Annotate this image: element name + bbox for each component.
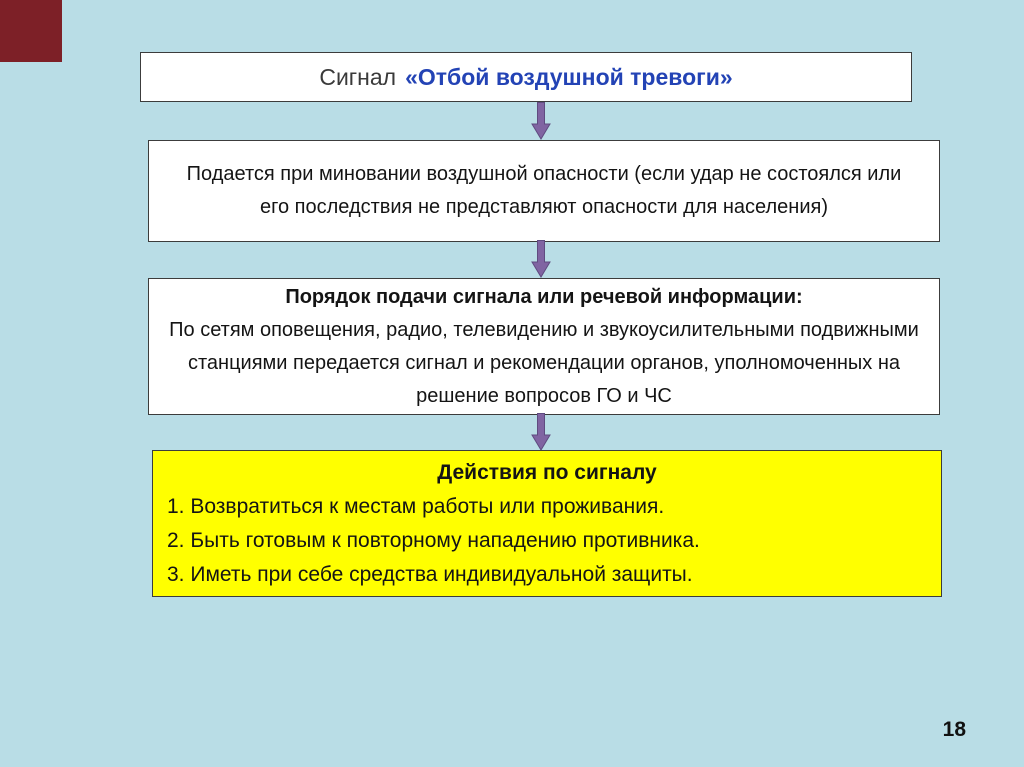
down-arrow-icon <box>531 413 551 451</box>
signal-description-text: Подается при миновании воздушной опасности (если удар не состоялся или его последствия не представляют опасности для населения) <box>186 163 902 218</box>
procedure-heading: Порядок подачи сигнала или речевой информации: <box>285 285 803 308</box>
down-arrow-icon <box>531 240 551 278</box>
signal-title-highlight: «Отбой воздушной тревоги» <box>405 63 733 90</box>
down-arrow-shape <box>532 414 550 451</box>
signal-title-prefix: Сигнал <box>319 63 397 90</box>
down-arrow-icon <box>531 102 551 140</box>
action-item-1: 1. Возвратиться к местам работы или проживания. <box>167 495 665 518</box>
page-number: 18 <box>942 718 966 741</box>
procedure-body: По сетям оповещения, радио, телевидению и звукоусилительными подвижными станциями передается сигнал и рекомендации органов, уполномоченных на решение вопросов ГО и ЧС <box>169 318 919 407</box>
signal-procedure-box <box>148 278 940 415</box>
signal-description-box <box>148 140 940 242</box>
signal-title-box <box>140 52 912 102</box>
down-arrow-shape <box>532 103 550 140</box>
actions-heading: Действия по сигналу <box>437 461 657 484</box>
action-item-2: 2. Быть готовым к повторному нападению противника. <box>167 529 700 552</box>
corner-accent-square <box>0 0 62 62</box>
action-item-3: 3. Иметь при себе средства индивидуальной защиты. <box>167 563 693 586</box>
signal-actions-box <box>152 450 942 597</box>
down-arrow-shape <box>532 241 550 278</box>
